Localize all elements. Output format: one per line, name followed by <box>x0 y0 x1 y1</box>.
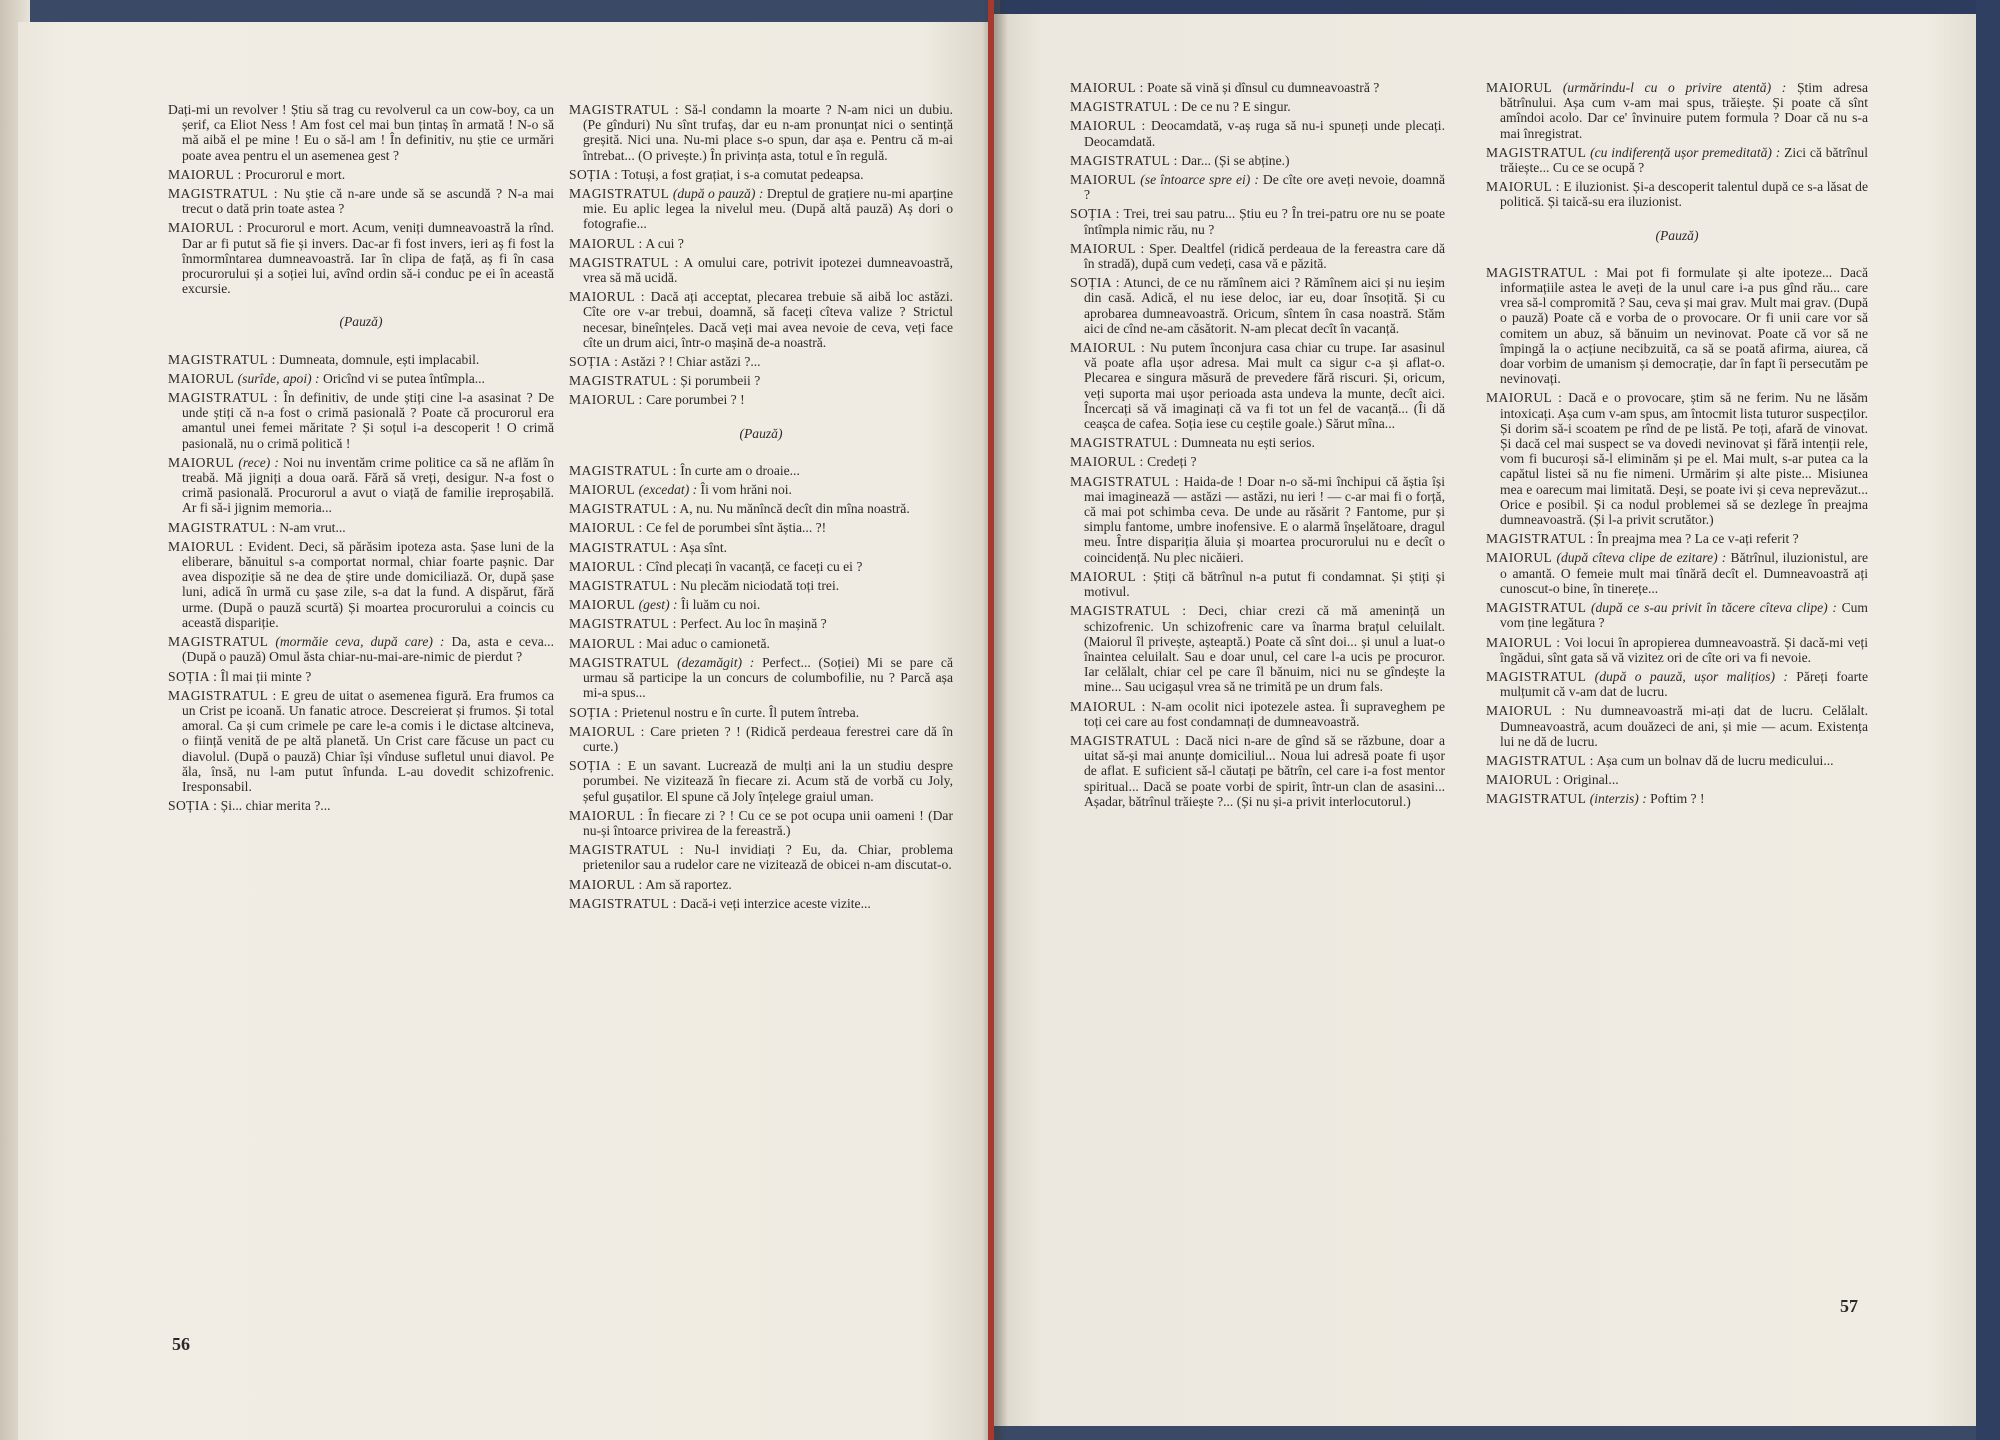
right-page-column-1 <box>1070 80 1445 813</box>
speaker-name: MAGISTRATUL : <box>1070 99 1178 115</box>
dialogue-line <box>168 520 554 535</box>
speaker-name: MAGISTRATUL : <box>1486 531 1594 547</box>
dialogue-text: Îi luăm cu noi. <box>680 597 761 613</box>
dialogue-line <box>569 354 953 369</box>
stage-direction: (dezamăgit) : <box>677 654 755 670</box>
stage-direction: (rece) : <box>238 454 279 470</box>
speaker-name: MAIORUL : <box>569 558 643 574</box>
speaker-name: MAIORUL <box>168 454 235 470</box>
dialogue-text: Voi locui în apropierea dumneavoastră. Și dacă-mi veți îngădui, sînt gata să vă vizitez ori de cîte ori va fi nevoie. <box>1500 634 1868 665</box>
dialogue-text: Trei, trei sau patru... Știu eu ? În trei-patru ore nu se poate întîmpla nimic rău, nu ? <box>1084 206 1446 237</box>
speaker-name: MAGISTRATUL : <box>569 373 677 389</box>
speaker-name: SOȚIA : <box>1070 206 1120 222</box>
dialogue-line <box>1070 80 1445 95</box>
dialogue-line <box>1070 118 1445 148</box>
speaker-name: MAGISTRATUL : <box>168 687 277 703</box>
dialogue-text: Îl mai ții minte ? <box>220 668 312 684</box>
speaker-name: SOȚIA : <box>569 758 622 774</box>
stage-direction: (interzis) : <box>1589 791 1647 807</box>
dialogue-text: În curte am o droaie... <box>680 462 800 478</box>
dialogue-text: Știți că bătrînul n-a putut fi condamnat. Și știți și motivul. <box>1084 568 1445 600</box>
dialogue-line <box>1486 80 1868 141</box>
speaker-name: MAIORUL : <box>1070 454 1144 470</box>
speaker-name: MAIORUL : <box>1486 179 1560 195</box>
dialogue-line <box>1070 435 1445 450</box>
dialogue-text: Procurorul e mort. <box>245 166 346 182</box>
stage-direction-pause: (Pauză) <box>339 314 383 330</box>
speaker-name: MAGISTRATUL <box>1486 668 1587 684</box>
dialogue-line <box>1070 172 1445 202</box>
dialogue-line <box>168 634 554 664</box>
dialogue-line <box>1486 600 1868 630</box>
dialogue-text: Așa cum un bolnav dă de lucru medicului... <box>1596 752 1834 768</box>
dialogue-line <box>569 636 953 651</box>
dialogue-text: În fiecare zi ? ! Cu ce se pot ocupa unii oameni ! (Dar nu-și întoarce privirea de la fereastră.) <box>583 807 953 838</box>
dialogue-line <box>569 186 953 232</box>
dialogue-text: Deci, chiar crezi că mă amenință un schizofrenic. Un schizofrenic care va înarma brațul celuilalt. (Maiorul îl privește, așteaptă.) Poate că sînt doi... și unul a luat-o înaintea celuilalt. Sau e doar unul, cel care l-a ucis pe procuror. Iar celălalt, chiar cel pe care îl bănuim, nici nu se gîndește la mine... Sau ucigașul vrea să ne trimită pe un drum fals. <box>1084 603 1445 695</box>
dialogue-line <box>168 539 554 630</box>
speaker-name: MAIORUL : <box>1070 568 1147 584</box>
speaker-name: MAIORUL : <box>569 723 645 739</box>
dialogue-line <box>569 255 953 285</box>
dialogue-line <box>1070 454 1445 469</box>
dialogue-text: Am să raportez. <box>645 876 732 892</box>
speaker-name: MAIORUL : <box>569 520 643 536</box>
dialogue-text: Evident. Deci, să părăsim ipoteza asta. Șase luni de la eliberare, bănuitul s-a comportat normal, chiar foarte pașnic. Dar avea dispoziție să ne dea de știre unde domiciliază. Or, după șase luni, adică în urmă cu șase zile, s-a dat la fund. A dispărut, fără urme. (După o pauză scurtă) Și moartea procurorului a coincis cu această dispariție. <box>182 538 554 630</box>
dialogue-text: Sper. Dealtfel (ridică perdeaua de la fereastra care dă în stradă), după cum vedeți, casa vă e păzită. <box>1084 240 1445 272</box>
speaker-name: MAIORUL : <box>168 166 242 182</box>
speaker-name: MAIORUL : <box>168 220 243 236</box>
speaker-name: MAGISTRATUL <box>1486 791 1587 807</box>
left-page-column-1 <box>168 102 554 817</box>
dialogue-line <box>1486 531 1868 546</box>
speaker-name: SOȚIA : <box>168 668 218 684</box>
dialogue-text: Îi vom hrăni noi. <box>700 482 792 498</box>
dialogue-text: Noi nu inventăm crime politice ca să ne aflăm în treabă. Mă jigniți a doua oară. Fără să vreți, desigur. N-a fost o crimă pasională. Procurorul a avut o viață de familie ireproșabilă. Ar fi să-i jignim memoria... <box>182 454 554 516</box>
dialogue-line <box>1486 753 1868 768</box>
stage-direction: (după o pauză) : <box>672 186 764 202</box>
dialogue-text: Dacă ați acceptat, plecarea trebuie să aibă loc astăzi. Cîte ore v-ar trebui, doamnă, să faceți cîteva valize ? Strictul necesar, bineînțeles. Dacă veți mai avea nevoie de ceva, veți face cîte un drum aici, într-o mașină de-a noastră. <box>583 289 953 350</box>
stage-direction: (se întoarce spre ei) : <box>1140 172 1259 188</box>
speaker-name: SOȚIA : <box>569 354 619 370</box>
dialogue-text: Dumneata nu ești serios. <box>1181 435 1315 451</box>
dialogue-line <box>1486 550 1868 596</box>
right-page <box>992 14 1976 1426</box>
stage-direction: (mormăie ceva, după care) : <box>275 634 445 650</box>
dialogue-text: Perfect. Au loc în mașină ? <box>680 616 827 632</box>
speaker-name: MAGISTRATUL <box>569 186 670 202</box>
speaker-name: MAIORUL : <box>1486 772 1560 788</box>
dialogue-line <box>1486 179 1868 209</box>
dialogue-text: N-am ocolit nici ipotezele astea. Îi supraveghem pe toți cei care au fost condamnați de dumneavoastră. <box>1084 698 1445 729</box>
dialogue-line <box>569 896 953 911</box>
dialogue-line <box>569 520 953 535</box>
dialogue-text: În preajma mea ? La ce v-ați referit ? <box>1597 531 1799 547</box>
dialogue-text: Cum vom ține legătura ? <box>1500 600 1868 631</box>
speaker-name: MAIORUL : <box>1486 634 1561 650</box>
stage-direction: (surîde, apoi) : <box>237 370 320 386</box>
speaker-name: MAIORUL <box>1070 172 1137 188</box>
speaker-name: SOȚIA : <box>1070 275 1120 291</box>
dialogue-line <box>569 501 953 516</box>
speaker-name: MAGISTRATUL : <box>1070 435 1178 451</box>
dialogue-line <box>569 167 953 182</box>
speaker-name: MAGISTRATUL : <box>1486 264 1599 280</box>
dialogue-line <box>168 220 554 296</box>
dialogue-line <box>168 455 554 516</box>
speaker-name: SOȚIA : <box>168 798 218 814</box>
dialogue-text: Dar... (Și se abține.) <box>1181 152 1290 168</box>
speaker-name: MAIORUL : <box>569 876 643 892</box>
speaker-name: MAGISTRATUL : <box>569 616 677 632</box>
speaker-name: MAGISTRATUL : <box>569 501 677 517</box>
dialogue-line <box>168 167 554 182</box>
dialogue-line <box>569 236 953 251</box>
dialogue-text: Păreți foarte mulțumit că v-am dat de lucru. <box>1500 668 1868 700</box>
dialogue-line <box>569 559 953 574</box>
dialogue-line <box>569 578 953 593</box>
speaker-name: MAIORUL : <box>569 807 644 823</box>
dialogue-line <box>569 373 953 388</box>
stage-direction: (după cîteva clipe de ezitare) : <box>1556 550 1727 566</box>
stage-direction: (urmărindu-l cu o privire atentă) : <box>1562 80 1787 95</box>
dialogue-line <box>569 724 953 754</box>
dialogue-text: Nu dumneavoastră mi-ați dat de lucru. Celălalt. Dumneavoastră, acum douăzeci de ani, și mie — acum. Existența lui ne dă de lucru. <box>1500 703 1868 749</box>
speaker-name: MAIORUL <box>569 597 636 613</box>
right-page-column-2 <box>1486 80 1868 811</box>
speaker-name: MAGISTRATUL : <box>1070 603 1187 619</box>
speaker-name: MAIORUL <box>1486 80 1553 95</box>
speaker-name: MAIORUL <box>168 370 235 386</box>
dialogue-text: Dumneata, domnule, ești implacabil. <box>279 351 480 367</box>
dialogue-line <box>569 540 953 555</box>
speaker-name: SOȚIA : <box>569 166 619 182</box>
dialogue-text: Ce fel de porumbei sînt ăștia... ?! <box>646 520 827 536</box>
dialogue-text: Astăzi ? ! Chiar astăzi ?... <box>620 354 761 370</box>
stage-direction: (după ce s-au privit în tăcere cîteva clipe) : <box>1590 600 1837 616</box>
speaker-name: MAIORUL : <box>569 392 643 408</box>
dialogue-text: A cui ? <box>645 235 684 251</box>
dialogue-text: E un savant. Lucrează de mulți ani la un studiu despre porumbei. Ne vizitează în fiecare zi. Acum stă de vorbă cu Joly, șeful gușatilor. El spune că Joly înțelege graiul uman. <box>583 758 954 804</box>
dialogue-text: Da, asta e ceva... (După o pauză) Omul ăsta chiar-nu-mai-are-nimic de pierdut ? <box>182 634 554 665</box>
speaker-name: MAIORUL : <box>1070 80 1144 95</box>
stage-direction: (gest) : <box>638 597 678 613</box>
speaker-name: MAGISTRATUL : <box>569 578 677 594</box>
dialogue-line <box>1486 145 1868 175</box>
dialogue-line <box>168 688 554 794</box>
page-number-right: 57 <box>1840 1296 1858 1316</box>
dialogue-line <box>569 616 953 631</box>
dialogue-text: Credeți ? <box>1147 454 1197 470</box>
speaker-name: MAIORUL : <box>1070 340 1146 356</box>
speaker-name: MAGISTRATUL : <box>1486 752 1594 768</box>
dialogue-line <box>1486 772 1868 787</box>
speaker-name: MAGISTRATUL : <box>569 102 679 117</box>
left-page-column-2 <box>569 102 953 915</box>
dialogue-line <box>569 877 953 892</box>
dialogue-line <box>569 102 953 163</box>
dialogue-text: Cînd plecați în vacanță, ce faceți cu ei ? <box>646 558 863 574</box>
dialogue-line <box>569 655 953 701</box>
speaker-name: MAGISTRATUL : <box>569 462 677 478</box>
dialogue-line <box>1070 99 1445 114</box>
dialogue-text: Poftim ? ! <box>1650 791 1705 807</box>
dialogue-text: Bătrînul, iluzionistul, are o amantă. O femeie mult mai tînără decît el. Dumneavoastră ați cunoscut-o bine, în tinerețe... <box>1500 550 1868 596</box>
speaker-name: MAGISTRATUL : <box>1070 152 1178 168</box>
spine-binding <box>988 0 994 1440</box>
speaker-name: MAGISTRATUL <box>1486 144 1587 160</box>
speaker-name: MAIORUL : <box>1070 698 1146 714</box>
dialogue-text: Și... chiar merita ?... <box>220 798 331 814</box>
dialogue-text: Nu știe că n-are unde să se ascundă ? N-a mai trecut o dată prin toate astea ? <box>182 186 554 217</box>
dialogue-text: Dați-mi un revolver ! Știu să trag cu revolverul ca un cow-boy, ca un șerif, ca Eliot Ness ! Am fost cel mai bun țintaș în armată ! N-o să mă aibă el pe mine ! Eu o să-l am ! În definitiv, nu știe ce urmări poate avea pentru el un asemenea gest ? <box>168 102 554 163</box>
speaker-name: MAIORUL : <box>1486 390 1563 406</box>
speaker-name: MAIORUL : <box>569 635 643 651</box>
dialogue-line <box>1070 275 1445 336</box>
dialogue-text: Nu putem înconjura casa chiar cu trupe. Iar asasinul vă poate afla ușor adresa. Mai mult ca sigur c-a și aflat-o. Plecarea e singura măsură de prevedere fără riscuri. Și, oricum, veți suporta mai ușor perioada asta undeva la munte, decît aici. Încercați să vă imaginați că va fi tot un fel de vacanță... (Îi dă ceașca de cafea. Soția iese cu ceștile goale.) Sărut mîna... <box>1084 340 1445 432</box>
speaker-name: MAGISTRATUL : <box>168 390 278 406</box>
dialogue-text: Care porumbei ? ! <box>646 392 745 408</box>
dialogue-line <box>569 842 953 872</box>
speaker-name: MAIORUL : <box>1070 240 1145 256</box>
dialogue-text: Care prieten ? ! (Ridică perdeaua ferestrei care dă în curte.) <box>583 723 953 754</box>
dialogue-text: De ce nu ? E singur. <box>1181 99 1291 115</box>
dialogue-line <box>1486 669 1868 699</box>
dialogue-line <box>168 352 554 367</box>
left-page <box>18 22 992 1440</box>
dialogue-text: Dacă nici n-are de gînd să se răzbune, doar a uitat să-și mai anunțe domiciliul... Noua lui adresă poate fi ușor de aflat. E suficient să-l căutați pe bătrîn, cel care i-a fost mentor spiritual... Dacă se poate vorbi de spirit, într-un clan de asasini... Așadar, bătrînul trăiește ?... (Și nu și-a privit interlocutorul.) <box>1084 732 1445 809</box>
dialogue-text: Nu-l invidiați ? Eu, da. Chiar, problema prietenilor sau a rudelor care ne vizitează de obicei n-am discutat-o. <box>583 842 953 873</box>
dialogue-line <box>1070 474 1445 565</box>
dialogue-text: Dreptul de grațiere nu-mi aparține mie. Eu aplic legea la nivelul meu. (După altă pauză) Aș dori o fotografie... <box>583 186 953 232</box>
dialogue-line <box>1070 241 1445 271</box>
dialogue-text: Mai aduc o camionetă. <box>646 635 770 651</box>
dialogue-line <box>1486 791 1868 806</box>
dialogue-line <box>1070 569 1445 599</box>
speaker-name: MAGISTRATUL : <box>569 254 679 270</box>
speaker-name: MAIORUL <box>569 482 636 498</box>
dialogue-line <box>168 669 554 684</box>
speaker-name: MAGISTRATUL <box>569 654 670 670</box>
dialogue-text: Procurorul e mort. Acum, veniți dumneavoastră la rînd. Dar ar fi putut să fie și invers. Dac-ar fi fost invers, ieri aș fi fost la înmormîntarea dumneavoastră. Iar în clipa de față, aș fi în casa procurorului și a soției lui, avînd ordin să-i conduc pe ei în această excursie. <box>182 220 554 297</box>
dialogue-line <box>1486 635 1868 665</box>
dialogue-text: A omului care, potrivit ipotezei dumneavoastră, vrea să mă ucidă. <box>583 254 953 286</box>
speaker-name: MAIORUL <box>1486 550 1553 566</box>
speaker-name: MAIORUL : <box>1486 703 1566 719</box>
stage-direction-pause: (Pauză) <box>1655 227 1699 243</box>
dialogue-text: Deocamdată, v-aș ruga să nu-i spuneți unde plecați. Deocamdată. <box>1084 118 1445 149</box>
dialogue-text: Totuși, a fost grațiat, i s-a comutat pedeapsa. <box>621 166 864 182</box>
speaker-name: MAGISTRATUL : <box>168 186 278 202</box>
dialogue-line <box>569 705 953 720</box>
speaker-name: MAGISTRATUL : <box>1070 473 1180 489</box>
speaker-name: MAGISTRATUL : <box>1070 732 1180 748</box>
dialogue-line <box>1486 703 1868 749</box>
dialogue-line <box>569 482 953 497</box>
speaker-name: MAGISTRATUL <box>168 634 269 650</box>
dialogue-line <box>1486 390 1868 527</box>
dialogue-text: Știm adresa bătrînului. Așa cum v-am mai spus, trăiește. Și poate că sînt amîndoi acolo. Dar ce' învinuire putem formula ? Doar că nu s-a mai înregistrat. <box>1500 80 1868 141</box>
dialogue-line <box>1486 265 1868 387</box>
dialogue-line <box>569 463 953 478</box>
stage-direction-pause: (Pauză) <box>739 425 783 441</box>
speaker-name: MAGISTRATUL : <box>569 895 677 911</box>
dialogue-line <box>1070 603 1445 694</box>
speaker-name: MAIORUL : <box>569 235 643 251</box>
dialogue-text: E greu de uitat o asemenea figură. Era frumos ca un Crist pe icoană. Un fanatic atroce. Descreierat și frumos. Și total amoral. Ca și cum crimele pe care le-a comis i le dictase altcineva, o ființă venită de pe altă planetă. Un Crist care făcuse un pact cu diavolul. (După o pauză) Chiar își vînduse sufletul unui diavol. Pe ăla, însă, nu l-am putut înfunda. L-au dovedit schizofrenic. Iresponsabil. <box>182 687 554 794</box>
page-number-left: 56 <box>172 1334 190 1354</box>
dialogue-text: Atunci, de ce nu rămînem aici ? Rămînem aici și nu ieșim din casă. Adică, el nu iese deloc, iar eu, doar însoțită. Și cu aprobarea dumneavoastră. Oricum, sîntem în casa noastră. Stăm aici de cînd ne-am căsătorit. N-am plecat decît în vacanță. <box>1084 275 1446 336</box>
dialogue-text: Și porumbeii ? <box>680 373 761 389</box>
dialogue-text: Mai pot fi formulate și alte ipoteze... Dacă informațiile astea le aveți de la unul care i-a pus gînd rău... care vrea să-l compromită ? Sau, ceva și mai grav. Mult mai grav. (După o pauză) Poate că e vorba de o provocare. Or fi unii care vor să comitem un abuz, să bănuim un nevinovat. Poate că vor să ne împingă la o acțiune necibzuită, ca să se poată afirma, aiurea, că doar vorbim de umanism și democrație, dar în fapt îi persecutăm pe nevinovați. <box>1500 264 1868 387</box>
speaker-name: MAGISTRATUL : <box>569 842 684 858</box>
stage-direction: (excedat) : <box>638 482 698 498</box>
dialogue-text: Perfect... (Soției) Mi se pare că urmau să participe la un concurs de columbofilie, nu ? Parcă așa mi-a spus... <box>583 654 953 701</box>
speaker-name: MAGISTRATUL : <box>168 351 276 367</box>
dialogue-line <box>168 798 554 813</box>
dialogue-text: În definitiv, de unde știți cine l-a asasinat ? De unde știți că n-a fost o crimă pasională ? Poate că procurorul era amantul unei femei măritate ? Și soțul i-a descoperit ! O crimă pasională, nu o crimă politică ! <box>182 390 554 451</box>
speaker-name: MAIORUL : <box>569 289 645 305</box>
dialogue-line <box>1070 733 1445 809</box>
dialogue-line <box>1070 340 1445 431</box>
dialogue-line <box>1070 699 1445 729</box>
book-cover-edge-right <box>1976 0 2000 1440</box>
speaker-name: MAGISTRATUL <box>1486 600 1587 616</box>
dialogue-text: E iluzionist. Și-a descoperit talentul după ce s-a lăsat de politică. Și taică-su era iluzionist. <box>1500 179 1868 210</box>
dialogue-text: Dacă e o provocare, știm să ne ferim. Nu ne lăsăm intoxicați. Așa cum v-am spus, am întocmit lista tuturor suspecților. Și dorim să-i scoatem pe rînd de pe listă. Pe toți, afară de vinovat. Și dacă cel mai suspect se va dovedi nevinovat și fără intenții rele, vom fi bucuroși să-l eliminăm și pe el. Mai mult, s-ar putea ca la capătul listei să nu fie nimeni. Urmărim și alte piste... Misiunea mea e oarecum mai limitată. Deși, se poate ivi și ceva neprevăzut... Orice e posibil. Și ca nodul problemei să se dezlege în preajma dumneavoastră. (Și l-a privit scrutător.) <box>1500 390 1868 528</box>
speaker-name: MAIORUL : <box>168 538 244 554</box>
dialogue-line <box>569 758 953 804</box>
dialogue-text: Prietenul nostru e în curte. Îl putem întreba. <box>621 704 860 720</box>
speaker-name: MAGISTRATUL : <box>168 519 276 535</box>
dialogue-text: Nu plecăm niciodată toți trei. <box>680 578 840 594</box>
dialogue-line <box>168 390 554 451</box>
dialogue-text: Oricînd vi se putea întîmpla... <box>323 370 485 386</box>
dialogue-line <box>569 808 953 838</box>
dialogue-line <box>168 186 554 216</box>
dialogue-text: De cîte ore aveți nevoie, doamnă ? <box>1084 172 1445 203</box>
dialogue-text: Poate să vină și dînsul cu dumneavoastră ? <box>1147 80 1380 95</box>
speaker-name: SOȚIA : <box>569 704 619 720</box>
dialogue-text: A, nu. Nu mănîncă decît din mîna noastră. <box>679 501 910 517</box>
dialogue-text: Zici că bătrînul trăiește... Cu ce se ocupă ? <box>1500 144 1868 176</box>
dialogue-text: Așa sînt. <box>679 539 728 555</box>
stage-direction: (cu indiferență ușor premeditată) : <box>1590 144 1781 160</box>
speaker-name: MAGISTRATUL : <box>569 539 677 555</box>
dialogue-line <box>569 392 953 407</box>
dialogue-text: N-am vrut... <box>279 519 346 535</box>
dialogue-text: Haida-de ! Doar n-o să-mi închipui că ăștia își mai imaginează — astăzi — astăzi, nu ieri ! — c-ar mai fi o forță, că mai pot schimba ceva. De unde au răsărit ? Fantome, pur și simplu fantome, umbre inofensive. E o alarmă înșelătoare, dragul meu. Între dispariția ăluia și moartea procurorului nu e decît o coincidență. Nu plec nicăieri. <box>1084 473 1445 565</box>
dialogue-line <box>569 597 953 612</box>
speaker-name: MAIORUL : <box>1070 118 1146 134</box>
dialogue-line <box>1070 153 1445 168</box>
dialogue-text: Dacă-i veți interzice aceste vizite... <box>680 895 871 911</box>
dialogue-text: Să-l condamn la moarte ? N-am nici un dubiu. (Pe gînduri) Nu sînt trufaș, dar eu n-am pronunțat nici o sentință greșită. Nici una. Nu-mi place s-o spun, dar așa e. Pentru că m-ai întrebat... (O privește.) În privința asta, totul e în regulă. <box>583 102 953 163</box>
dialogue-line <box>569 289 953 350</box>
dialogue-line <box>1070 206 1445 236</box>
stage-direction: (după o pauză, ușor malițios) : <box>1594 668 1788 684</box>
dialogue-text: Original... <box>1563 772 1619 788</box>
dialogue-line <box>168 371 554 386</box>
dialogue-line <box>168 102 554 163</box>
